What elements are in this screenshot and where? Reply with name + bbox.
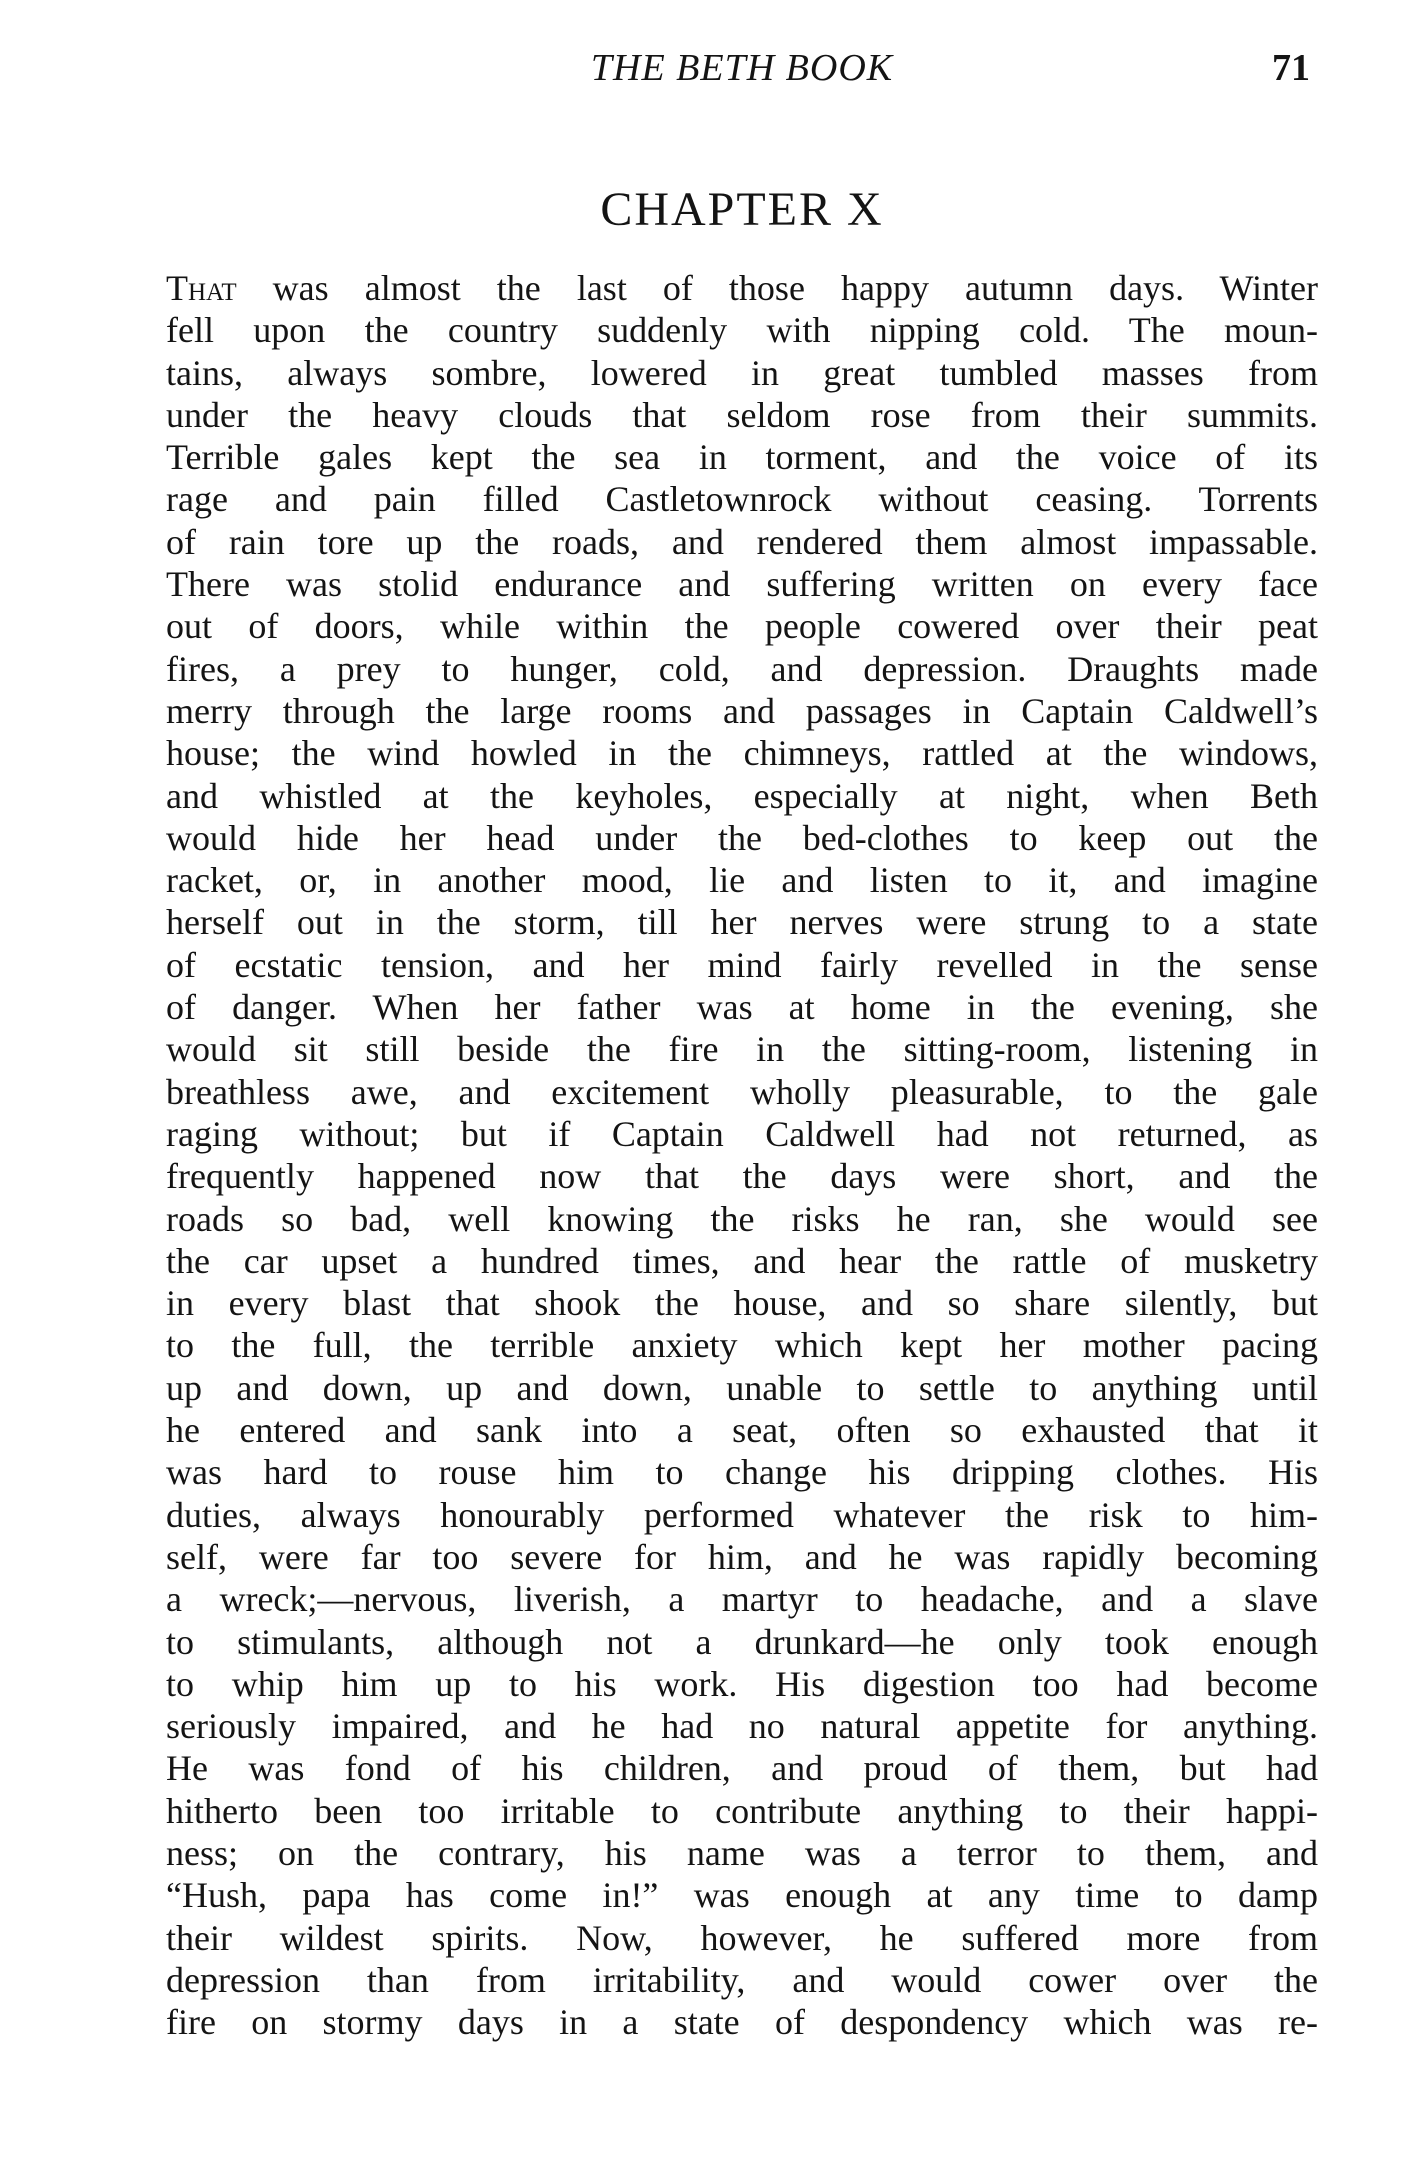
text-line: to whip him up to his work. His digestion too had become bbox=[166, 1663, 1318, 1704]
text-line: Terrible gales kept the sea in torment, and the voice of its bbox=[166, 437, 1318, 478]
text-line: up and down, up and down, unable to settle to anything until bbox=[166, 1367, 1318, 1408]
text-line-first bbox=[166, 267, 1318, 309]
text-line: the car upset a hundred times, and hear the rattle of musketry bbox=[166, 1240, 1318, 1281]
text-line: ness; on the contrary, his name was a terror to them, and bbox=[166, 1832, 1318, 1873]
text-line: would sit still beside the fire in the sitting-room, listening in bbox=[166, 1029, 1318, 1070]
text-line-last: fire on stormy days in a state of despondency which was re- bbox=[166, 2002, 1318, 2043]
text-line: duties, always honourably performed whatever the risk to him- bbox=[166, 1494, 1318, 1535]
text-line: hitherto been too irritable to contribute anything to their happi- bbox=[166, 1790, 1318, 1831]
text-line: There was stolid endurance and suffering written on every face bbox=[166, 564, 1318, 605]
running-head bbox=[166, 38, 1318, 98]
text-line: roads so bad, well knowing the risks he ran, she would see bbox=[166, 1198, 1318, 1239]
text-line: house; the wind howled in the chimneys, rattled at the windows, bbox=[166, 733, 1318, 774]
first-word-smallcaps: That bbox=[166, 268, 237, 308]
text-line: raging without; but if Captain Caldwell had not returned, as bbox=[166, 1113, 1318, 1154]
text-line: fires, a prey to hunger, cold, and depression. Draughts made bbox=[166, 648, 1318, 689]
body-text bbox=[166, 267, 1318, 2043]
text-line: was hard to rouse him to change his dripping clothes. His bbox=[166, 1452, 1318, 1493]
page-number: 71 bbox=[1272, 47, 1310, 89]
text-line: out of doors, while within the people cowered over their peat bbox=[166, 606, 1318, 647]
text-line: he entered and sank into a seat, often so exhausted that it bbox=[166, 1410, 1318, 1451]
text-line: breathless awe, and excitement wholly pleasurable, to the gale bbox=[166, 1071, 1318, 1112]
text-line: merry through the large rooms and passages in Captain Caldwell’s bbox=[166, 690, 1318, 731]
text-line: frequently happened now that the days were short, and the bbox=[166, 1156, 1318, 1197]
text-line: racket, or, in another mood, lie and listen to it, and imagine bbox=[166, 860, 1318, 901]
text-line: rage and pain filled Castletownrock without ceasing. Torrents bbox=[166, 479, 1318, 520]
text-line: seriously impaired, and he had no natural appetite for anything. bbox=[166, 1706, 1318, 1747]
text-line: to the full, the terrible anxiety which kept her mother pacing bbox=[166, 1325, 1318, 1366]
chapter-heading: CHAPTER X bbox=[600, 183, 884, 236]
text-line: a wreck;—nervous, liverish, a martyr to headache, and a slave bbox=[166, 1579, 1318, 1620]
text-line: herself out in the storm, till her nerves were strung to a state bbox=[166, 902, 1318, 943]
text-line: would hide her head under the bed-clothes to keep out the bbox=[166, 817, 1318, 858]
text-line: He was fond of his children, and proud of them, but had bbox=[166, 1748, 1318, 1789]
text-line: of ecstatic tension, and her mind fairly revelled in the sense bbox=[166, 944, 1318, 985]
text-line: fell upon the country suddenly with nipping cold. The moun- bbox=[166, 310, 1318, 351]
text-line: depression than from irritability, and would cower over the bbox=[166, 1959, 1318, 2000]
first-line-rest: was almost the last of those happy autumn days. Winter bbox=[236, 268, 1318, 308]
text-line: tains, always sombre, lowered in great tumbled masses from bbox=[166, 352, 1318, 393]
text-line: of danger. When her father was at home in the evening, she bbox=[166, 987, 1318, 1028]
text-line: in every blast that shook the house, and so share silently, but bbox=[166, 1283, 1318, 1324]
text-line: to stimulants, although not a drunkard—he only took enough bbox=[166, 1621, 1318, 1662]
text-line: self, were far too severe for him, and he was rapidly becoming bbox=[166, 1536, 1318, 1577]
text-line: their wildest spirits. Now, however, he suffered more from bbox=[166, 1917, 1318, 1958]
text-line: and whistled at the keyholes, especially at night, when Beth bbox=[166, 775, 1318, 816]
text-line: “Hush, papa has come in!” was enough at any time to damp bbox=[166, 1875, 1318, 1916]
text-line: of rain tore up the roads, and rendered them almost impassable. bbox=[166, 521, 1318, 562]
text-line: under the heavy clouds that seldom rose from their summits. bbox=[166, 394, 1318, 435]
running-title: THE BETH BOOK bbox=[590, 47, 894, 89]
